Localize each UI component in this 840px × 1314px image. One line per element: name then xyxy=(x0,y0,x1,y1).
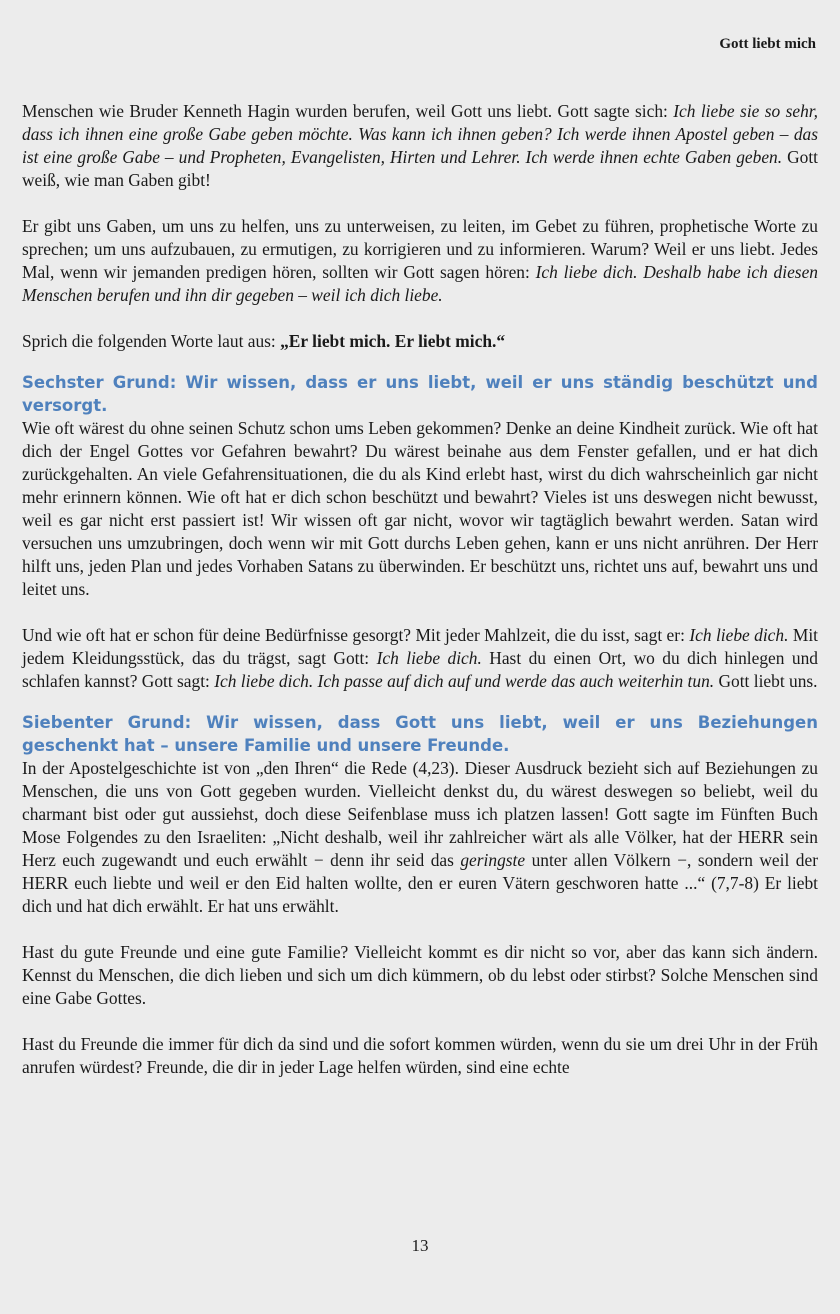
italic-run: Ich liebe dich. Ich passe auf dich auf und werde das auch weiterhin tun. xyxy=(214,671,715,691)
paragraph-6 xyxy=(22,757,818,918)
bold-run: „Er liebt mich. Er liebt mich.“ xyxy=(280,331,506,351)
italic-run: geringste xyxy=(460,850,526,870)
text-run: Sprich die folgenden Worte laut aus: xyxy=(22,331,281,351)
text-run: Hast du einen Ort, wo du dich hinlegen und schlafen kannst? Gott sagt: xyxy=(22,648,818,691)
paragraph-2 xyxy=(22,215,818,307)
text-run: Gott liebt uns. xyxy=(714,671,818,691)
paragraph-4: Wie oft wärest du ohne seinen Schutz schon ums Leben gekommen? Denke an deine Kindheit zurück. Wie oft hat dich der Engel Gottes vor Gefahren bewahrt? Du wärest beinahe aus dem Fenster gefallen, und er hat dich zurückgehalten. An viele Gefahrensituationen, die du als Kind erlebt hast, wirst du dich wahrscheinlich gar nicht mehr erinnern können. Wie oft hat er dich schon beschützt und bewahrt? Vieles ist uns deswegen nicht bewusst, weil es gar nicht erst passiert ist! Wir wissen oft gar nicht, wovor wir tagtäglich bewahrt werden. Satan wird versuchen uns umzubringen, doch wenn wir mit Gott durchs Leben gehen, kann er uns nicht anrühren. Der Herr hilft uns, jeden Plan und jedes Vorhaben Satans zu überwinden. Er beschützt uns, richtet uns auf, bewahrt uns und leitet uns. xyxy=(22,418,818,599)
section-heading-sixth-reason: Sechster Grund: Wir wissen, dass er uns liebt, weil er uns ständig beschützt und versorgt. xyxy=(22,373,818,415)
italic-run: Ich liebe dich. xyxy=(376,648,482,668)
text-run: Er gibt uns Gaben, um uns zu helfen, uns zu unterweisen, zu leiten, im Gebet zu führen, prophetische Worte zu sprechen; um uns aufzubauen, zu ermutigen, zu korrigieren und zu informieren. Warum? Weil er uns liebt. Jedes Mal, wenn wir jemanden predigen hören, sollten wir Gott sagen hören: xyxy=(22,216,818,282)
text-run: In der Apostelgeschichte ist von „den Ihren“ die Rede (4,23). Dieser Ausdruck bezieht sich auf Beziehungen zu Menschen, die uns von Gott gegeben wurden. Vielleicht denkst du, du wärest deswegen so beliebt, weil du charmant bist oder gut aussiehst, doch diese Seifenblase muss ich platzen lassen! Gott sagte im Fünften Buch Mose Folgendes zu den Israeliten: „Nicht deshalb, weil ihr zahlreicher wärt als alle Völker, hat der HERR sein Herz euch zugewandt und euch erwählt − denn ihr seid das xyxy=(22,758,818,870)
italic-run: Ich liebe sie so sehr, dass ich ihnen eine große Gabe geben möchte. Was kann ich ihnen geben? Ich werde ihnen Apostel geben – das ist eine große Gabe – und Propheten, Evangelisten, Hirten und Lehrer. Ich werde ihnen echte Gaben geben. xyxy=(22,101,818,167)
italic-run: Ich liebe dich. xyxy=(689,625,789,645)
text-run: Mit jedem Kleidungsstück, das du trägst, sagt Gott: xyxy=(22,625,818,668)
italic-run: Ich liebe dich. Deshalb habe ich diesen Menschen berufen und ihn dir gegeben – weil ich dich liebe. xyxy=(22,262,818,305)
paragraph-5 xyxy=(22,624,818,693)
text-run: Menschen wie Bruder Kenneth Hagin wurden berufen, weil Gott uns liebt. Gott sagte sich: xyxy=(22,101,674,121)
paragraph-8: Hast du Freunde die immer für dich da sind und die sofort kommen würden, wenn du sie um drei Uhr in der Früh anrufen würdest? Freunde, die dir in jeder Lage helfen würden, sind eine echte xyxy=(22,1034,818,1077)
paragraph-1 xyxy=(22,100,818,192)
page-number: 13 xyxy=(411,1236,429,1255)
running-header: Gott liebt mich xyxy=(719,36,816,52)
page-body xyxy=(22,100,818,1079)
text-run: unter allen Völkern −, sondern weil der HERR euch liebte und weil er den Eid halten wollte, den er euren Vätern geschworen hatte ...“ (7,7-8) Er liebt dich und hat dich erwählt. Er hat uns erwählt. xyxy=(22,850,818,916)
section-heading-seventh-reason: Siebenter Grund: Wir wissen, dass Gott uns liebt, weil er uns Beziehungen geschenkt hat – unsere Familie und unsere Freunde. xyxy=(22,713,818,755)
paragraph-7: Hast du gute Freunde und eine gute Familie? Vielleicht kommt es dir nicht so vor, aber das kann sich ändern. Kennst du Menschen, die dich lieben und sich um dich kümmern, ob du lebst oder stirbst? Solche Menschen sind eine Gabe Gottes. xyxy=(22,942,818,1008)
text-run: Und wie oft hat er schon für deine Bedürfnisse gesorgt? Mit jeder Mahlzeit, die du isst, sagt er: xyxy=(22,625,690,645)
paragraph-3 xyxy=(22,330,818,353)
text-run: Gott weiß, wie man Gaben gibt! xyxy=(22,147,818,190)
